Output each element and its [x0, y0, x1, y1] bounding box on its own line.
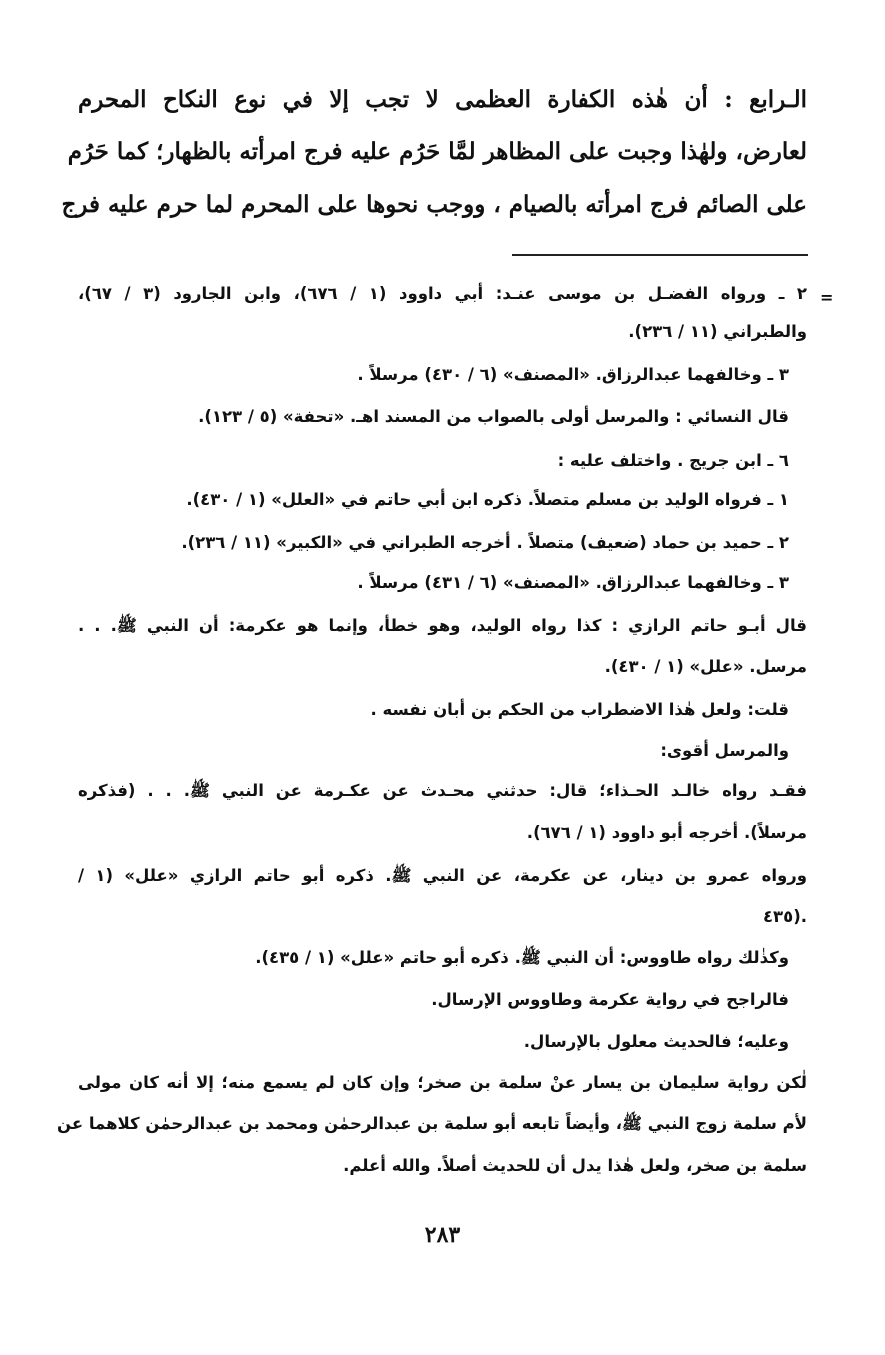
footnote-separator-rule — [512, 254, 808, 256]
footnote-line: والمرسل أقوى: — [660, 741, 789, 760]
footnote-line: سلمة بن صخر، ولعل هٰذا يدل أن للحديث أصلاً. والله أعلم. — [343, 1156, 807, 1175]
main-text-line-2: لعارض، ولهٰذا وجبت على المظاهر لمَّا حَرُم عليه فرج امرأته بالظهار؛ كما حَرُم — [67, 138, 807, 165]
footnote-line: ٢ ـ حميد بن حماد (ضعيف) متصلاً . أخرجه الطبراني في «الكبير» (١١ / ٢٣٦). — [181, 533, 789, 552]
main-text-line-1: الـرابع : أن هٰذه الكفارة العظمى لا تجب إلا في نوع النكاح المحرم — [78, 86, 807, 113]
footnote-line: ٤٣٥). — [762, 907, 807, 926]
footnote-line: لٰكن رواية سليمان بن يسار عنْ سلمة بن صخر؛ وإن كان لم يسمع منه؛ إلا أنه كان مولى — [78, 1073, 807, 1092]
footnote-line: ٢ ـ ورواه الفضـل بن موسى عنـد: أبي داوود (١ / ٦٧٦)، وابن الجارود (٣ / ٦٧)، — [78, 284, 807, 303]
footnote-line: ١ ـ فرواه الوليد بن مسلم متصلاً. ذكره ابن أبي حاتم في «العلل» (١ / ٤٣٠). — [186, 490, 789, 509]
page-number: ٢٨٣ — [424, 1222, 461, 1248]
footnote-line: فالراجح في رواية عكرمة وطاووس الإرسال. — [431, 990, 789, 1009]
footnote-line: لأم سلمة زوج النبي ﷺ، وأيضاً تابعه أبو سلمة بن عبدالرحمٰن ومحمد بن عبدالرحمٰن كلاهما عن — [56, 1114, 807, 1133]
footnote-line: والطبراني (١١ / ٢٣٦). — [628, 322, 807, 341]
continuation-marker: = — [820, 288, 834, 307]
footnote-line: مرسل. «علل» (١ / ٤٣٠). — [604, 657, 807, 676]
footnote-line: قال أبـو حاتم الرازي : كذا رواه الوليد، وهو خطأ، وإنما هو عكرمة: أن النبي ﷺ. . . — [78, 616, 807, 635]
footnote-line: ٣ ـ وخالفهما عبدالرزاق. «المصنف» (٦ / ٤٣٠) مرسلاً . — [357, 365, 789, 384]
footnote-line: قلت: ولعل هٰذا الاضطراب من الحكم بن أبان نفسه . — [370, 700, 789, 719]
footnote-line: وعليه؛ فالحديث معلول بالإرسال. — [523, 1032, 789, 1051]
footnote-line: وكذٰلك رواه طاووس: أن النبي ﷺ. ذكره أبو حاتم «علل» (١ / ٤٣٥). — [255, 948, 789, 967]
main-text-line-3: على الصائم فرج امرأته بالصيام ، ووجب نحوها على المحرم لما حرم عليه فرج — [61, 191, 807, 218]
footnote-line: مرسلاً). أخرجه أبو داوود (١ / ٦٧٦). — [526, 823, 807, 842]
footnote-line: ورواه عمرو بن دينار، عن عكرمة، عن النبي ﷺ. ذكره أبو حاتم الرازي «علل» (١ / — [78, 866, 807, 885]
footnote-line: ٦ ـ ابن جريج . واختلف عليه : — [557, 451, 789, 470]
footnote-line: قال النسائي : والمرسل أولى بالصواب من المسند اهـ. «تحفة» (٥ / ١٢٣). — [198, 407, 789, 426]
footnote-line: ٣ ـ وخالفهما عبدالرزاق. «المصنف» (٦ / ٤٣١) مرسلاً . — [357, 573, 789, 592]
footnote-line: فقـد رواه خالـد الحـذاء؛ قال: حدثني محـدث عن عكـرمة عن النبي ﷺ. . . (فذكره — [78, 781, 807, 800]
